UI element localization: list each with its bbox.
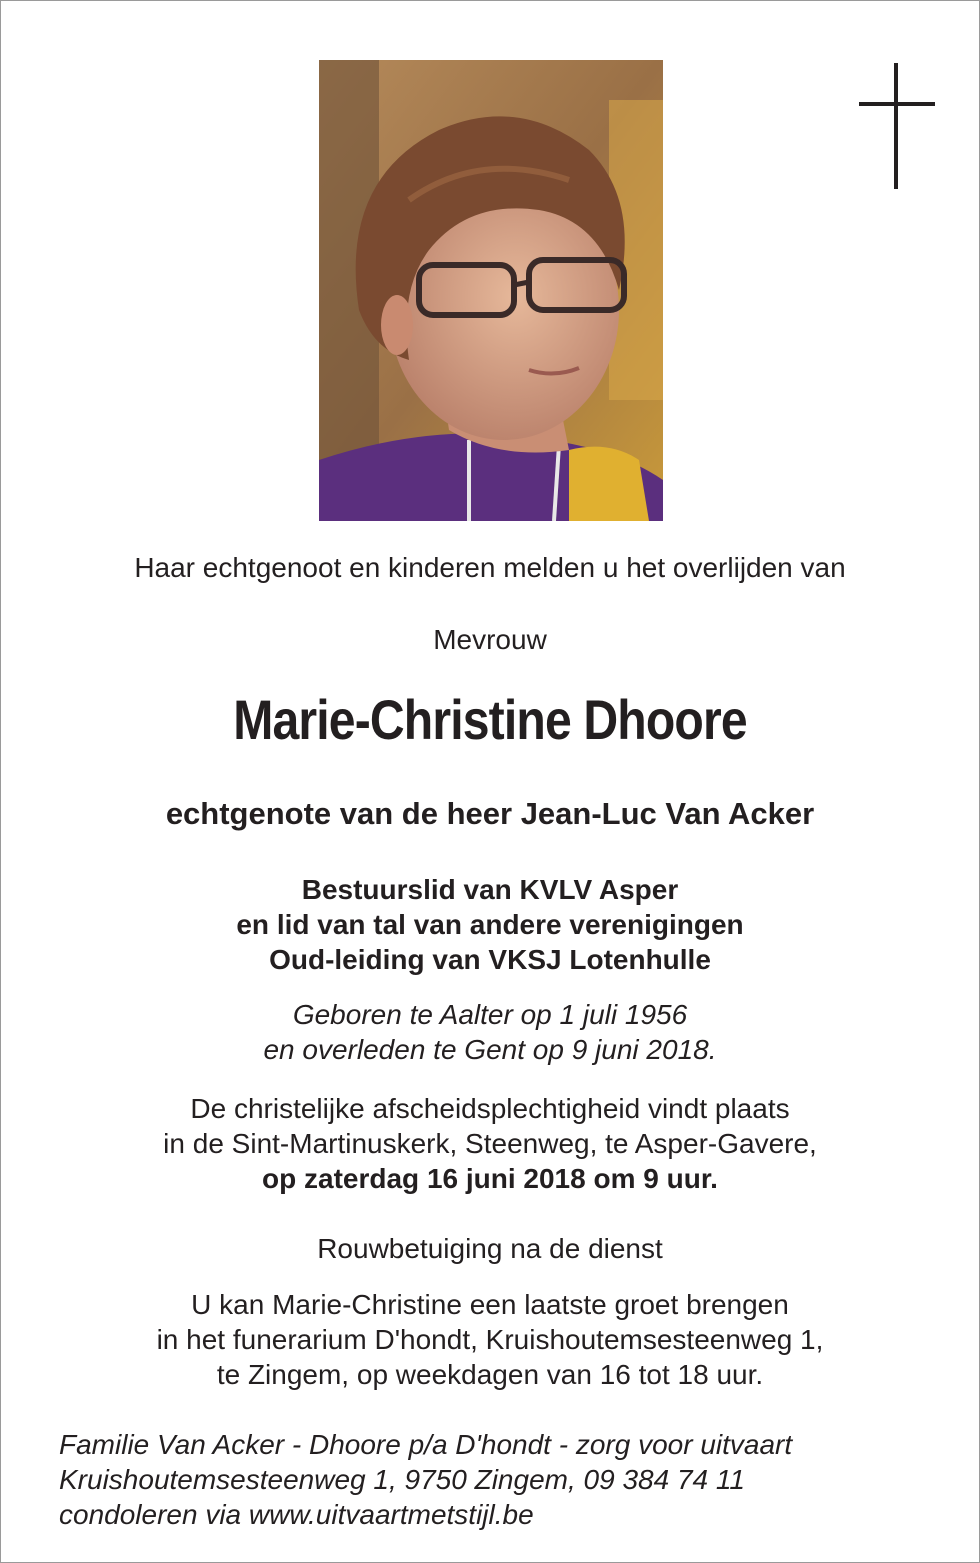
farewell-line: te Zingem, op weekdagen van 16 tot 18 uur. [216, 1359, 764, 1390]
farewell-line: in het funerarium D'hondt, Kruishoutemsesteenweg 1, [156, 1324, 824, 1355]
footer-family: Familie Van Acker - Dhoore p/a D'hondt - zorg voor uitvaart [59, 1429, 793, 1460]
condolence-note: Rouwbetuiging na de dienst [317, 1233, 663, 1264]
ceremony-location: in de Sint-Martinuskerk, Steenweg, te Asper-Gavere, [163, 1128, 817, 1159]
birth-line: Geboren te Aalter op 1 juli 1956 [292, 999, 688, 1030]
footer-website: condoleren via www.uitvaartmetstijl.be [59, 1499, 534, 1530]
farewell-line: U kan Marie-Christine een laatste groet brengen [191, 1289, 789, 1320]
footer-address: Kruishoutemsesteenweg 1, 9750 Zingem, 09 384 74 11 [59, 1464, 745, 1495]
role-line: en lid van tal van andere verenigingen [236, 909, 744, 940]
deceased-name: Marie-Christine Dhoore [233, 688, 747, 751]
cross-icon [859, 63, 935, 189]
ceremony-date: op zaterdag 16 juni 2018 om 9 uur. [262, 1163, 718, 1194]
ceremony-line: De christelijke afscheidsplechtigheid vindt plaats [190, 1093, 790, 1124]
role-line: Bestuurslid van KVLV Asper [301, 874, 679, 905]
portrait-photo [319, 60, 663, 521]
role-line: Oud-leiding van VKSJ Lotenhulle [269, 944, 711, 975]
announcement-intro: Haar echtgenoot en kinderen melden u het overlijden van [134, 552, 846, 583]
death-line: en overleden te Gent op 9 juni 2018. [263, 1034, 717, 1065]
honorific: Mevrouw [433, 624, 547, 655]
spouse-line: echtgenote van de heer Jean-Luc Van Acker [165, 796, 815, 831]
